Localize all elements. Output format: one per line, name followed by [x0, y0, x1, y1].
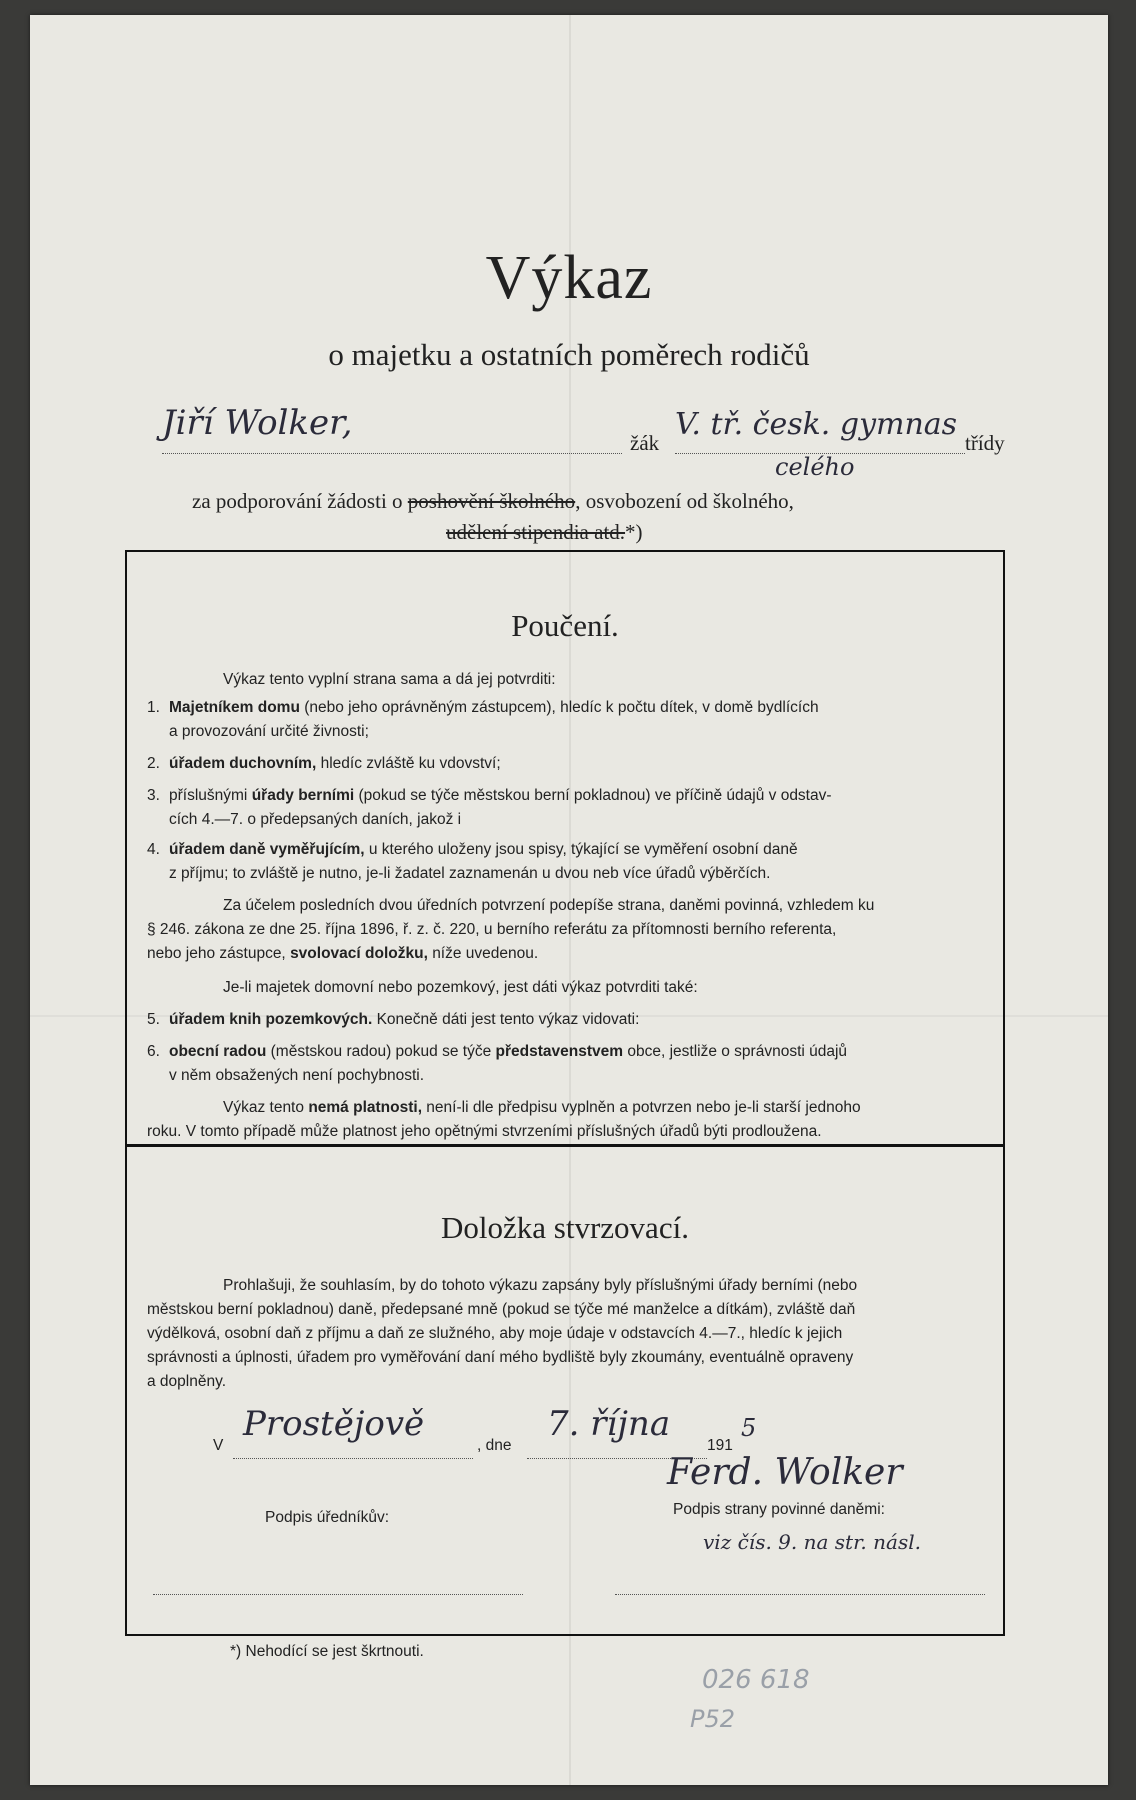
- pouceni-item: 4. úřadem daně vyměřujícím, u kterého uloženy jsou spisy, týkající se vyměření osobní daně z příjmu; to zvláště je nutno, je-li žadatel zaznamenán u dvou neb více úřadů výběrčích.: [147, 841, 798, 882]
- para-text: městskou berní pokladnou) daně, předepsané mně (pokud se týče mé manželce a dítkám), zvláště daň: [147, 1301, 856, 1318]
- label-dne: , dne: [477, 1437, 512, 1454]
- pouceni-note: Je-li majetek domovní nebo pozemkový, jest dáti výkaz potvrditi také:: [223, 979, 698, 996]
- document-sheet: [30, 15, 1108, 1785]
- label-official-signature: Podpis úředníkův:: [265, 1509, 390, 1526]
- item-bold: představenstvem: [495, 1043, 624, 1060]
- request-struck-option: poshovění školného: [407, 489, 576, 513]
- para-bold: svolovací doložku,: [290, 945, 428, 962]
- item-bold: Majetníkem domu: [169, 699, 300, 716]
- para-text: níže uvedenou.: [432, 945, 539, 962]
- pouceni-intro: Výkaz tento vyplní strana sama a dá jej potvrditi:: [223, 671, 556, 688]
- document-subtitle: o majetku a ostatních poměrech rodičů: [328, 337, 810, 372]
- student-name: Jiří Wolker,: [162, 403, 353, 443]
- para-text: Výkaz tento: [223, 1099, 304, 1116]
- item-bold: obecní radou: [169, 1043, 267, 1060]
- archive-number: 026 618: [702, 1665, 810, 1695]
- request-option: osvobození od školného,: [585, 489, 794, 513]
- para-text: Prohlašuji, že souhlasím, by do tohoto výkazu zapsány byly příslušnými úřady berními (nebo: [223, 1277, 858, 1294]
- pouceni-paragraph: [147, 894, 967, 966]
- document-title: Výkaz: [485, 244, 653, 312]
- party-signature-line: [615, 1594, 985, 1595]
- section-divider: [127, 1144, 1003, 1147]
- item-bold: úřady berními: [251, 787, 355, 804]
- item-text: cích 4.—7. o předepsaných daních, jakož i: [169, 811, 462, 828]
- label-party-signature: Podpis strany povinné daněmi:: [673, 1501, 885, 1518]
- para-text: není-li dle předpisu vyplněn a potvrzen nebo je-li starší jednoho: [422, 1099, 861, 1116]
- archive-shelfmark: P52: [690, 1705, 736, 1733]
- item-bold: úřadem duchovním,: [169, 755, 317, 772]
- pouceni-item: 1. Majetníkem domu (nebo jeho oprávněným zástupcem), hledíc k počtu dítek, v domě bydlících a provozování určité živnosti;: [147, 699, 819, 740]
- section-heading-pouceni: Poučení.: [511, 608, 619, 643]
- para-text: roku. V tomto případě může platnost jeho opětnými stvrzeními příslušných úřadů býti prodloužena.: [147, 1123, 822, 1140]
- instructions-box: [125, 550, 1005, 1636]
- item-text: v něm obsažených není pochybnosti.: [169, 1067, 425, 1084]
- pouceni-item: 5. úřadem knih pozemkových. Konečně dáti jest tento výkaz vidovati:: [147, 1011, 640, 1028]
- item-text: z příjmu; to zvláště je nutno, je-li žadatel zaznamenán u dvou neb více úřadů výběrčích.: [169, 865, 771, 882]
- item-text: hledíc zvláště ku vdovství;: [320, 755, 501, 772]
- footnote: *) Nehodící se jest škrtnouti.: [230, 1643, 424, 1660]
- label-v: V: [213, 1437, 224, 1454]
- request-line: za podporování žádosti o poshovění školného, osvobození od školného,: [192, 489, 794, 513]
- para-text: § 246. zákona ze dne 25. října 1896, ř. z. č. 220, u berního referátu za přítomnosti berního referenta,: [147, 921, 837, 938]
- dolozka-paragraph: [147, 1274, 977, 1394]
- officials-signature-line: [153, 1594, 523, 1595]
- place-dotted-line: [233, 1458, 473, 1459]
- student-class: V. tř. česk. gymnas: [675, 407, 958, 442]
- handwritten-celeho: celého: [775, 453, 855, 481]
- item-text: (nebo jeho oprávněným zástupcem), hledíc k počtu dítek, v domě bydlících: [304, 699, 819, 716]
- request-footnote-mark: *): [625, 520, 643, 544]
- para-bold: nemá platnosti,: [308, 1099, 422, 1116]
- year-handwritten: 5: [741, 1414, 757, 1442]
- pouceni-item: 2. úřadem duchovním, hledíc zvláště ku vdovství;: [147, 755, 501, 772]
- para-text: výdělková, osobní daň z příjmu a daň ze služného, aby moje údaje v odstavcích 4.—7., hledíc k jejich: [147, 1325, 843, 1342]
- section-heading-dolozka: Doložka stvrzovací.: [441, 1210, 689, 1245]
- request-prefix: za podporování žádosti o: [192, 489, 403, 513]
- item-text: (pokud se týče městskou berní pokladnou) ve příčině údajů v odstav-: [358, 787, 832, 804]
- place-handwritten: Prostějově: [243, 1404, 425, 1444]
- request-line-2: [446, 520, 643, 545]
- item-text: Konečně dáti jest tento výkaz vidovati:: [376, 1011, 640, 1028]
- item-bold: úřadem knih pozemkových.: [169, 1011, 373, 1028]
- request-struck-stipendia: udělení stipendia atd.: [446, 520, 626, 544]
- signature-handwritten: Ferd. Wolker: [667, 1452, 903, 1493]
- para-text: a doplněny.: [147, 1373, 226, 1390]
- para-text: nebo jeho zástupce,: [147, 945, 286, 962]
- item-text: (městskou radou) pokud se týče: [270, 1043, 492, 1060]
- item-text: příslušnými: [169, 787, 248, 804]
- label-year-prefix: 191: [707, 1437, 733, 1454]
- para-text: Za účelem posledních dvou úředních potvrzení podepíše strana, daněmi povinná, vzhledem ku: [223, 897, 875, 914]
- item-text: obce, jestliže o správnosti údajů: [627, 1043, 848, 1060]
- para-text: správnosti a úplnosti, úřadem pro vyměřování daní mého bydliště byly zkoumány, eventuálně opraveny: [147, 1349, 854, 1366]
- pouceni-item: 6. obecní radou (městskou radou) pokud se týče představenstvem obce, jestliže o správnosti údajů v něm obsažených není pochybnosti.: [147, 1043, 848, 1084]
- item-text: a provozování určité živnosti;: [169, 723, 369, 740]
- item-bold: úřadem daně vyměřujícím,: [169, 841, 365, 858]
- pouceni-paragraph: [147, 1096, 967, 1144]
- signature-note-handwritten: viz čís. 9. na str. násl.: [703, 1530, 921, 1554]
- name-dotted-line: [162, 453, 622, 454]
- item-text: u kterého uloženy jsou spisy, týkající se vyměření osobní daně: [368, 841, 798, 858]
- date-handwritten: 7. října: [547, 1404, 671, 1444]
- label-trida: třídy: [965, 431, 1005, 455]
- label-zak: žák: [630, 431, 660, 455]
- pouceni-item: 3. příslušnými úřady berními (pokud se týče městskou berní pokladnou) ve příčině údajů v odstav- cích 4.—7. o předepsaných daních, jakož i: [147, 787, 832, 828]
